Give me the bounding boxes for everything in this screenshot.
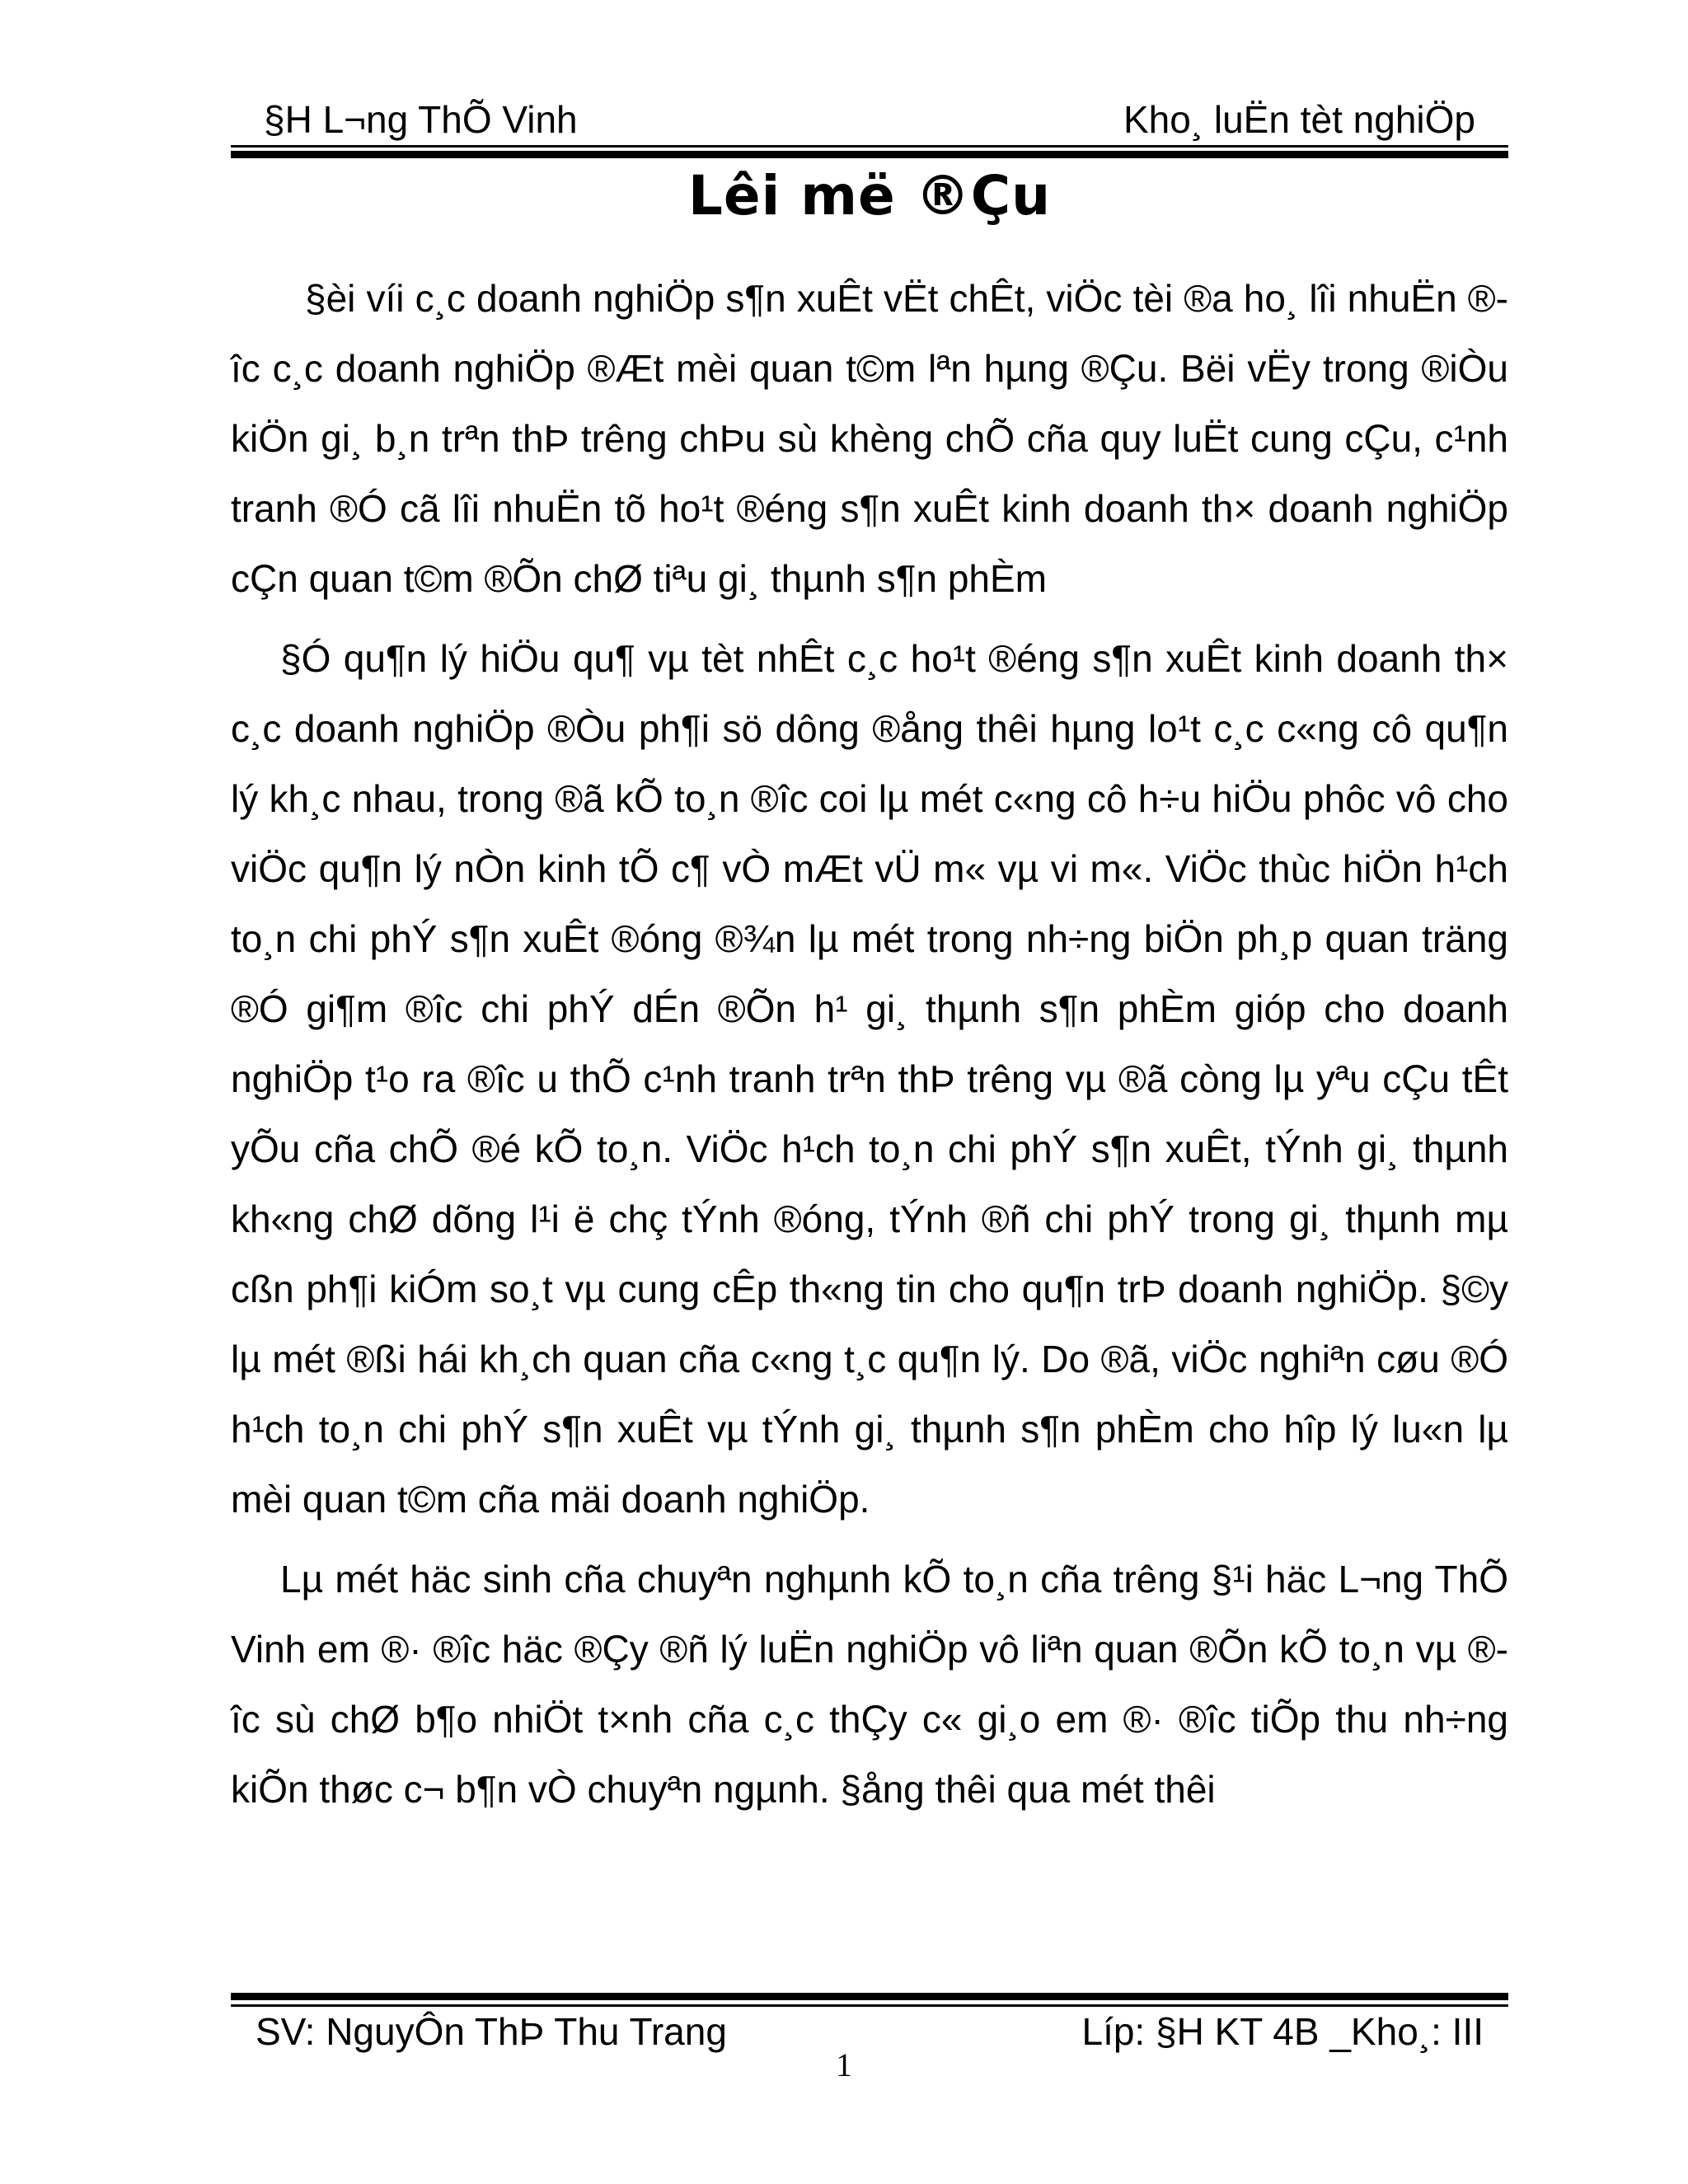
page-header xyxy=(231,97,1508,147)
page-title: Lêi më ®Çu xyxy=(687,164,1052,227)
paragraph: §èi víi c¸c doanh nghiÖp s¶n xuÊt vËt chÊt, viÖc tèi ®a ho¸ lîi nhuËn ®îc c¸c doanh nghiÖp ®Æt mèi quan t©m lªn hµng ®Çu. Bëi vËy trong ®iÒu kiÖn gi¸ b¸n trªn thÞ trêng chÞu sù khèng chÕ cña quy luËt cung cÇu, c¹nh tranh ®Ó cã lîi nhuËn tõ ho¹t ®éng s¶n xuÊt kinh doanh th× doanh nghiÖp cÇn quan t©m ®Õn chØ tiªu gi¸ thµnh s¶n phÈm xyxy=(231,277,1508,600)
header-divider-thin xyxy=(231,145,1508,148)
footer-class: Líp: §H KT 4B _Kho¸: III xyxy=(1081,2010,1484,2053)
footer-divider-thin xyxy=(231,2004,1508,2007)
paragraph: Lµ mét häc sinh cña chuyªn nghµnh kÕ to¸n cña trêng §¹i häc L¬ng ThÕ Vinh em ®· ®îc häc ®Çy ®ñ lý luËn nghiÖp vô liªn quan ®Õn kÕ to¸n vµ ®îc sù chØ b¶o nhiÖt t×nh cña c¸c thÇy c« gi¸o em ®· ®îc tiÕp thu nh÷ng kiÕn thøc c¬ b¶n vÒ chuyªn ngµnh. §ång thêi qua mét thêi xyxy=(231,1558,1508,1811)
body-text xyxy=(231,264,1508,1835)
page-number: 1 xyxy=(836,2046,852,2083)
footer-student: SV: NguyÔn ThÞ Thu Trang xyxy=(256,2010,727,2053)
paragraph: §Ó qu¶n lý hiÖu qu¶ vµ tèt nhÊt c¸c ho¹t ®éng s¶n xuÊt kinh doanh th× c¸c doanh nghiÖp ®Òu ph¶i sö dông ®ång thêi hµng lo¹t c¸c c«ng cô qu¶n lý kh¸c nhau, trong ®ã kÕ to¸n ®îc coi lµ mét c«ng cô h÷u hiÖu phôc vô cho viÖc qu¶n lý nÒn kinh tÕ c¶ vÒ mÆt vÜ m« vµ vi m«. ViÖc thùc hiÖn h¹ch to¸n chi phÝ s¶n xuÊt ®óng ®¾n lµ mét trong nh÷ng biÖn ph¸p quan träng ®Ó gi¶m ®îc chi phÝ dÉn ®Õn h¹ gi¸ thµnh s¶n phÈm gióp cho doanh nghiÖp t¹o ra ®îc u thÕ c¹nh tranh trªn thÞ trêng vµ ®ã còng lµ yªu cÇu tÊt yÕu cña chÕ ®é kÕ to¸n. ViÖc h¹ch to¸n chi phÝ s¶n xuÊt, tÝnh gi¸ thµnh kh«ng chØ dõng l¹i ë chç tÝnh ®óng, tÝnh ®ñ chi phÝ trong gi¸ thµnh mµ cßn ph¶i kiÓm so¸t vµ cung cÊp th«ng tin cho qu¶n trÞ doanh nghiÖp. §©y lµ mét ®ßi hái kh¸ch quan cña c«ng t¸c qu¶n lý. Do ®ã, viÖc nghiªn cøu ®Ó h¹ch to¸n chi phÝ s¶n xuÊt vµ tÝnh gi¸ thµnh s¶n phÈm cho hîp lý lu«n lµ mèi quan t©m cña mäi doanh nghiÖp. xyxy=(231,637,1508,1521)
header-divider-thick xyxy=(231,151,1508,158)
footer-divider-thick xyxy=(231,1993,1508,2000)
header-university: §H L¬ng ThÕ Vinh xyxy=(264,98,578,141)
header-document-type: Kho¸ luËn tèt nghiÖp xyxy=(1123,98,1475,141)
